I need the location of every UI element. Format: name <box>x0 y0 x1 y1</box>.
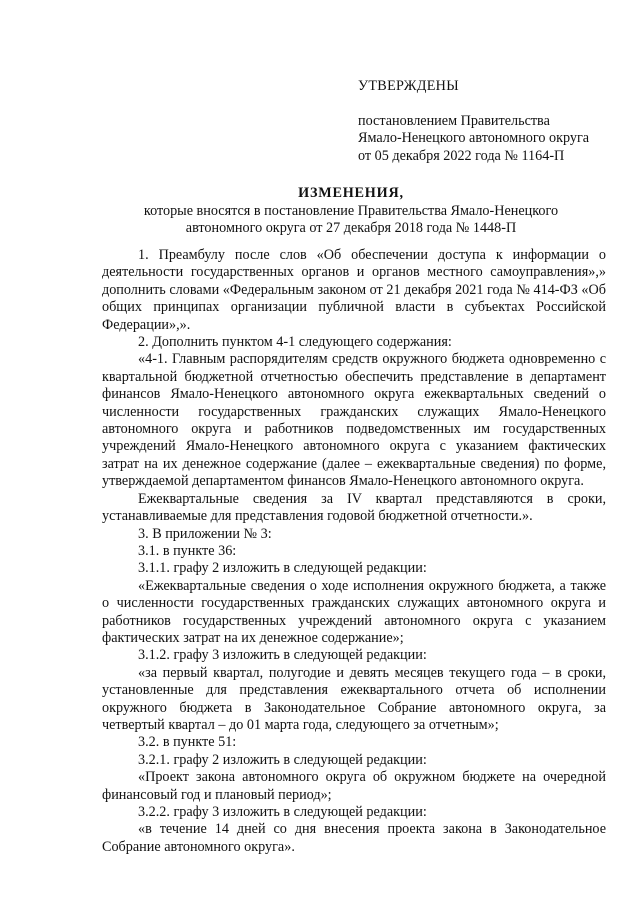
paragraph-3-2-1-text: «Проект закона автономного округа об окружном бюджете на очередной финансовый год и плановый период»; <box>102 769 606 803</box>
document-heading <box>96 185 606 238</box>
paragraph-1: 1. Преамбулу после слов «Об обеспечении доступа к информации о деятельности государственных органов и органов местного самоуправления»,» дополнить словами «Федеральным законом от 21 декабря 2021 года № 414-ФЗ «Об общих принципах организации публичной власти в субъектах Российской Федерации»,». <box>102 247 606 333</box>
paragraph-3-1-1: 3.1.1. графу 2 изложить в следующей редакции: <box>138 560 427 577</box>
paragraph-3-1-2: 3.1.2. графу 3 изложить в следующей редакции: <box>138 647 427 664</box>
paragraph-quarterly-iv: Ежеквартальные сведения за IV квартал представляются в сроки, устанавливаемые для представления годовой бюджетной отчетности.». <box>102 490 606 525</box>
approval-line: Ямало-Ненецкого автономного округа <box>358 130 590 147</box>
paragraph-3-2-1: 3.2.1. графу 2 изложить в следующей редакции: <box>138 751 427 768</box>
paragraph-3-2-2: 3.2.2. графу 3 изложить в следующей редакции: <box>138 804 427 820</box>
approval-line: постановлением Правительства <box>358 112 550 129</box>
paragraph-2: 2. Дополнить пунктом 4-1 следующего содержания: <box>138 334 452 351</box>
paragraph-3-1: 3.1. в пункте 36: <box>138 542 237 559</box>
approval-block <box>358 78 618 165</box>
document-subtitle-line: автономного округа от 27 декабря 2018 года № 1448-П <box>185 220 517 237</box>
approval-stamp-title: УТВЕРЖДЕНЫ <box>358 78 459 94</box>
document-title: ИЗМЕНЕНИЯ, <box>298 185 404 201</box>
paragraph-4-1: «4-1. Главным распорядителям средств окружного бюджета одновременно с квартальной бюджетной отчетностью обеспечить представление в департамент финансов Ямало-Ненецкого автономного округа ежеквартальных сведений о численности государственных гражданских служащих Ямало-Ненецкого автономного округа и работников подведомственных им государственных учреждений Ямало-Ненецкого автономного округа с указанием фактических затрат на их денежное содержание (далее – ежеквартальные сведения) по форме, утверждаемой департаментом финансов Ямало-Ненецкого автономного округа. <box>102 351 606 490</box>
document-body <box>102 247 606 856</box>
paragraph-3-1-1-text: «Ежеквартальные сведения о ходе исполнения окружного бюджета, а также о численности государственных гражданских служащих автономного округа и работников государственных учреждений автономного округа с указанием фактических затрат на их денежное содержание»; <box>102 577 606 646</box>
paragraph-3: 3. В приложении № 3: <box>138 525 272 542</box>
document-subtitle-line: которые вносятся в постановление Правительства Ямало-Ненецкого <box>143 202 559 219</box>
paragraph-3-2: 3.2. в пункте 51: <box>138 734 237 751</box>
approval-line: от 05 декабря 2022 года № 1164-П <box>358 147 565 164</box>
paragraph-3-1-2-text: «за первый квартал, полугодие и девять месяцев текущего года – в сроки, установленные для представления ежеквартального отчета об исполнении окружного бюджета в Законодательное Собрание автономного округа, за четвертый квартал – до 01 марта года, следующего за отчетным»; <box>102 664 606 733</box>
paragraph-3-2-2-text: «в течение 14 дней со дня внесения проекта закона в Законодательное Собрание автономного округа». <box>102 821 606 855</box>
